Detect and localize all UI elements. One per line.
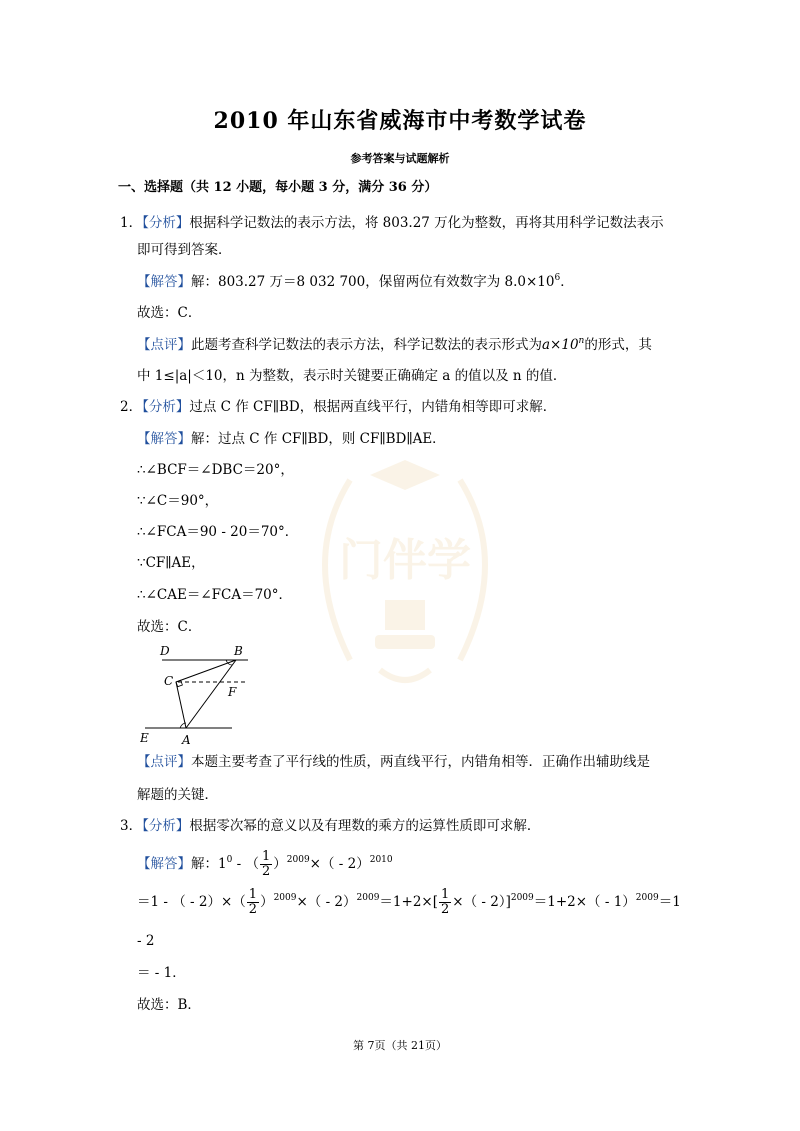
q2-choice: 故选：C．: [137, 619, 202, 635]
q3-fraction-1: $\frac{1}{2}$: [261, 849, 271, 879]
label-d: D: [160, 644, 170, 658]
q1-answer-tag: 【解答】: [137, 274, 191, 290]
q3-line2-d: ×（ - 2）]: [452, 894, 511, 910]
q3-fraction-2: $\frac{1}{2}$: [248, 887, 258, 917]
q1-comment-b: a×10: [542, 337, 579, 353]
q2-comment-line2: 解题的关键．: [137, 787, 218, 803]
q3-answer-line4: ＝ - 1．: [137, 965, 186, 981]
q3-exp2009-a: 2009: [286, 855, 310, 865]
q3-line2-f: ＝1: [658, 894, 681, 910]
q1-comment-line2: 中 1≤|a|＜10，n 为整数，表示时关键要正确确定 a 的值以及 n 的值．: [137, 368, 567, 384]
q3-analysis-tag: 【分析】: [142, 818, 190, 834]
label-a: A: [182, 733, 191, 747]
q3-analysis-text: 根据零次幂的意义以及有理数的乘方的运算性质即可求解．: [189, 818, 541, 834]
q1-answer-text: 解：803.27 万＝8 032 700，保留两位有效数字为 8.0×10: [191, 274, 555, 290]
q3-answer-prefix: 解：1: [191, 856, 227, 872]
right-angle-mark: [176, 680, 182, 686]
q1-comment-d: 的形式，其: [584, 337, 652, 353]
q3-exp2009-b: 2009: [273, 893, 297, 903]
segment-ca: [176, 682, 186, 728]
label-b: B: [234, 644, 243, 658]
q3-answer-line3: - 2: [137, 933, 155, 949]
q2-answer-text: 解：过点 C 作 CF∥BD，则 CF∥BD∥AE．: [191, 431, 446, 447]
q3-answer-line2: ＝1 - （ - 2）×（ $\frac{1}{2}$ ）$^{2009}$×（ - 2）$^{2009}$＝1+2×[ $\frac{1}{2}$ ×（ - 2）]$^{2009}$＝1+2×（ - 1）$^{2009}$＝1: [137, 887, 681, 917]
geometry-figure: [140, 640, 260, 748]
page-footer: 第 7页（共 21页）: [353, 1039, 447, 1052]
section-heading: 一、选择题（共 12 小题，每小题 3 分，满分 36 分）: [118, 180, 438, 195]
segment-bc: [176, 660, 236, 682]
q3-answer-tag: 【解答】: [137, 856, 191, 872]
q1-number: 1．: [120, 215, 143, 231]
q3-exp2010: 2010: [369, 855, 393, 865]
q2-answer-line: [137, 430, 446, 448]
q2-comment-tag: 【点评】: [137, 754, 191, 770]
label-e: E: [140, 731, 149, 745]
q2-step3: ∴∠FCA＝90 - 20＝70°．: [137, 524, 299, 540]
q2-step4: ∵CF∥AE，: [137, 555, 205, 571]
q2-analysis-text: 过点 C 作 CF∥BD，根据两直线平行，内错角相等即可求解．: [189, 399, 557, 415]
q1-analysis-line2: 即可得到答案．: [137, 242, 232, 258]
q1-analysis-tag: 【分析】: [142, 215, 190, 231]
q1-comment-c: n: [578, 336, 585, 346]
q2-answer-tag: 【解答】: [137, 431, 191, 447]
q2-step5: ∴∠CAE＝∠FCA＝70°．: [137, 587, 293, 603]
watermark-text: 门伴学: [339, 535, 471, 586]
page-subtitle: 参考答案与试题解析: [350, 152, 450, 165]
q2-analysis-line: [120, 398, 556, 416]
q3-exp2009-c: 2009: [356, 893, 380, 903]
q3-line2-a: ＝1 - （ - 2）×（: [137, 894, 246, 910]
q1-comment-a: 此题考查科学记数法的表示方法，科学记数法的表示形式为: [191, 337, 542, 353]
label-c: C: [164, 674, 174, 688]
q2-number: 2．: [120, 399, 143, 415]
q3-line2-e: ＝1+2×（ - 1）: [533, 894, 636, 910]
q3-exp0: 0: [226, 855, 233, 865]
q2-comment-line1: [137, 753, 650, 771]
q1-comment-tag: 【点评】: [137, 337, 191, 353]
q3-analysis-line: [120, 817, 540, 835]
q3-choice: 故选：B．: [137, 997, 201, 1013]
q1-choice: 故选：C．: [137, 305, 202, 321]
page-title: 2010 年山东省威海市中考数学试卷: [213, 108, 587, 134]
q1-answer-line: [137, 273, 574, 291]
q3-answer-line1: 【解答】解：$1^0$ - （ $\frac{1}{2}$ ）$^{2009}$×（ - 2）$^{2010}$: [137, 849, 393, 879]
q1-analysis-text1: 根据科学记数法的表示方法，将 803.27 万化为整数，再将其用科学记数法表示: [189, 215, 664, 231]
label-f: F: [228, 685, 237, 699]
q3-number: 3．: [120, 818, 143, 834]
q2-step1: ∴∠BCF＝∠DBC＝20°，: [137, 462, 294, 478]
q1-answer-end: ．: [560, 274, 574, 290]
q3-minus-paren: - （: [232, 856, 259, 872]
q1-comment-line1: [137, 336, 652, 354]
q3-exp2009-e: 2009: [635, 893, 659, 903]
q2-comment-text1: 本题主要考查了平行线的性质，两直线平行，内错角相等．正确作出辅助线是: [191, 754, 650, 770]
q3-exp2009-d: 2009: [510, 893, 534, 903]
q3-times-neg2: ×（ - 2）: [309, 856, 370, 872]
q1-answer-exponent: 6: [554, 273, 561, 283]
q3-fraction-3: $\frac{1}{2}$: [441, 887, 450, 917]
q3-line2-c: ＝1+2×[: [379, 894, 438, 910]
q2-step2: ∵∠C＝90°，: [137, 493, 219, 509]
q3-line2-b: ×（ - 2）: [296, 894, 357, 910]
q2-analysis-tag: 【分析】: [142, 399, 190, 415]
watermark-logo: [290, 440, 520, 700]
q1-analysis-line1: [120, 214, 664, 232]
